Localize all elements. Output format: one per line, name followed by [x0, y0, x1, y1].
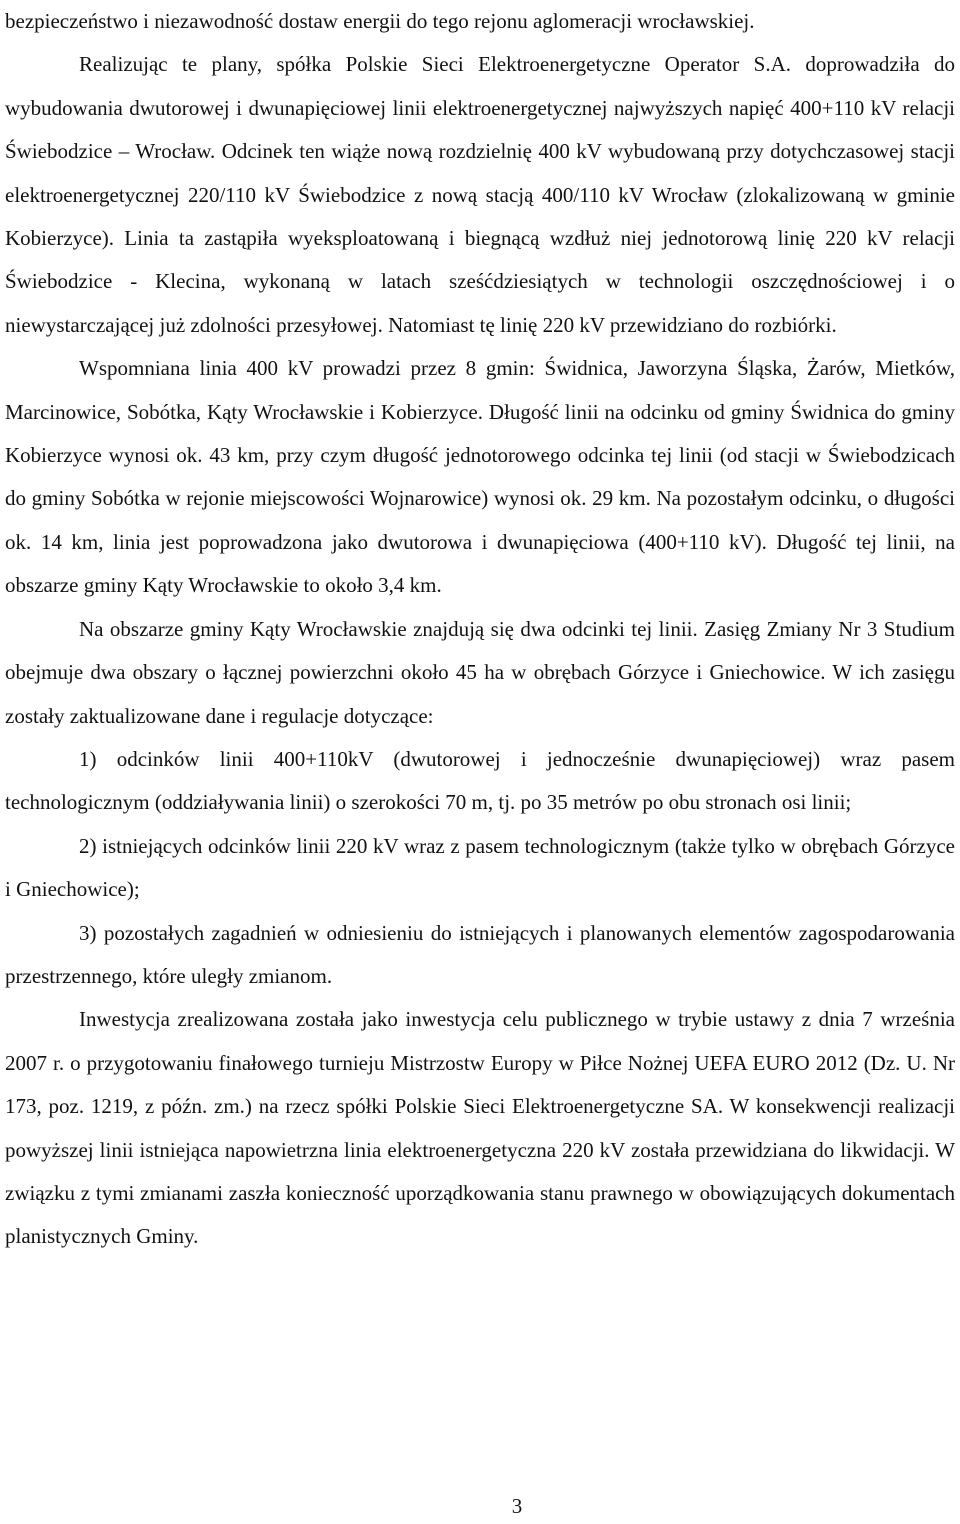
list-item-2: 2) istniejących odcinków linii 220 kV wraz z pasem technologicznym (także tylko w obrębach Górzyce i Gniechowice);	[5, 833, 955, 902]
paragraph-3: Wspomniana linia 400 kV prowadzi przez 8 gmin: Świdnica, Jaworzyna Śląska, Żarów, Mietków, Marcinowice, Sobótka, Kąty Wrocławskie i Kobierzyce. Długość linii na odcinku od gminy Świdnica do gminy Kobierzyce wynosi ok. 43 km, przy czym długość jednotorowego odcinka tej linii (od stacji w Świebodzicach do gminy Sobótka w rejonie miejscowości Wojnarowice) wynosi ok. 29 km. Na pozostałym odcinku, o długości ok. 14 km, linia jest poprowadzona jako dwutorowa i dwunapięciowa (400+110 kV). Długość tej linii, na obszarze gminy Kąty Wrocławskie to około 3,4 km.	[5, 356, 955, 598]
document-page	[5, 0, 955, 1259]
list-item-3: 3) pozostałych zagadnień w odniesieniu do istniejących i planowanych elementów zagospodarowania przestrzennego, które uległy zmianom.	[5, 920, 955, 988]
page-number: 3	[511, 1494, 523, 1518]
list-item-1: 1) odcinków linii 400+110kV (dwutorowej i jednocześnie dwunapięciowej) wraz pasem technologicznym (oddziaływania linii) o szerokości 70 m, tj. po 35 metrów po obu stronach osi linii;	[5, 746, 955, 815]
paragraph-1: bezpieczeństwo i niezawodność dostaw energii do tego rejonu aglomeracji wrocławskiej.	[5, 9, 755, 33]
paragraph-5: Inwestycja zrealizowana została jako inwestycja celu publicznego w trybie ustawy z dnia 7 września 2007 r. o przygotowaniu finałowego turnieju Mistrzostw Europy w Piłce Nożnej UEFA EURO 2012 (Dz. U. Nr 173, poz. 1219, z późn. zm.) na rzecz spółki Polskie Sieci Elektroenergetyczne SA. W konsekwencji realizacji powyższej linii istniejąca napowietrzna linia elektroenergetyczna 220 kV została przewidziana do likwidacji. W związku z tymi zmianami zaszła konieczność uporządkowania stanu prawnego w obowiązujących dokumentach planistycznych Gminy.	[5, 1007, 955, 1249]
paragraph-2: Realizując te plany, spółka Polskie Sieci Elektroenergetyczne Operator S.A. doprowadziła do wybudowania dwutorowej i dwunapięciowej linii elektroenergetycznej najwyższych napięć 400+110 kV relacji Świebodzice – Wrocław. Odcinek ten wiąże nową rozdzielnię 400 kV wybudowaną przy dotychczasowej stacji elektroenergetycznej 220/110 kV Świebodzice z nową stacją 400/110 kV Wrocław (zlokalizowaną w gminie Kobierzyce). Linia ta zastąpiła wyeksploatowaną i biegnącą wzdłuż niej jednotorową linię 220 kV relacji Świebodzice - Klecina, wykonaną w latach sześćdziesiątych w technologii oszczędnościowej i o niewystarczającej już zdolności przesyłowej. Natomiast tę linię 220 kV przewidziano do rozbiórki.	[5, 52, 955, 337]
paragraph-4: Na obszarze gminy Kąty Wrocławskie znajdują się dwa odcinki tej linii. Zasięg Zmiany Nr 3 Studium obejmuje dwa obszary o łącznej powierzchni około 45 ha w obrębach Górzyce i Gniechowice. W ich zasięgu zostały zaktualizowane dane i regulacje dotyczące:	[5, 616, 955, 728]
